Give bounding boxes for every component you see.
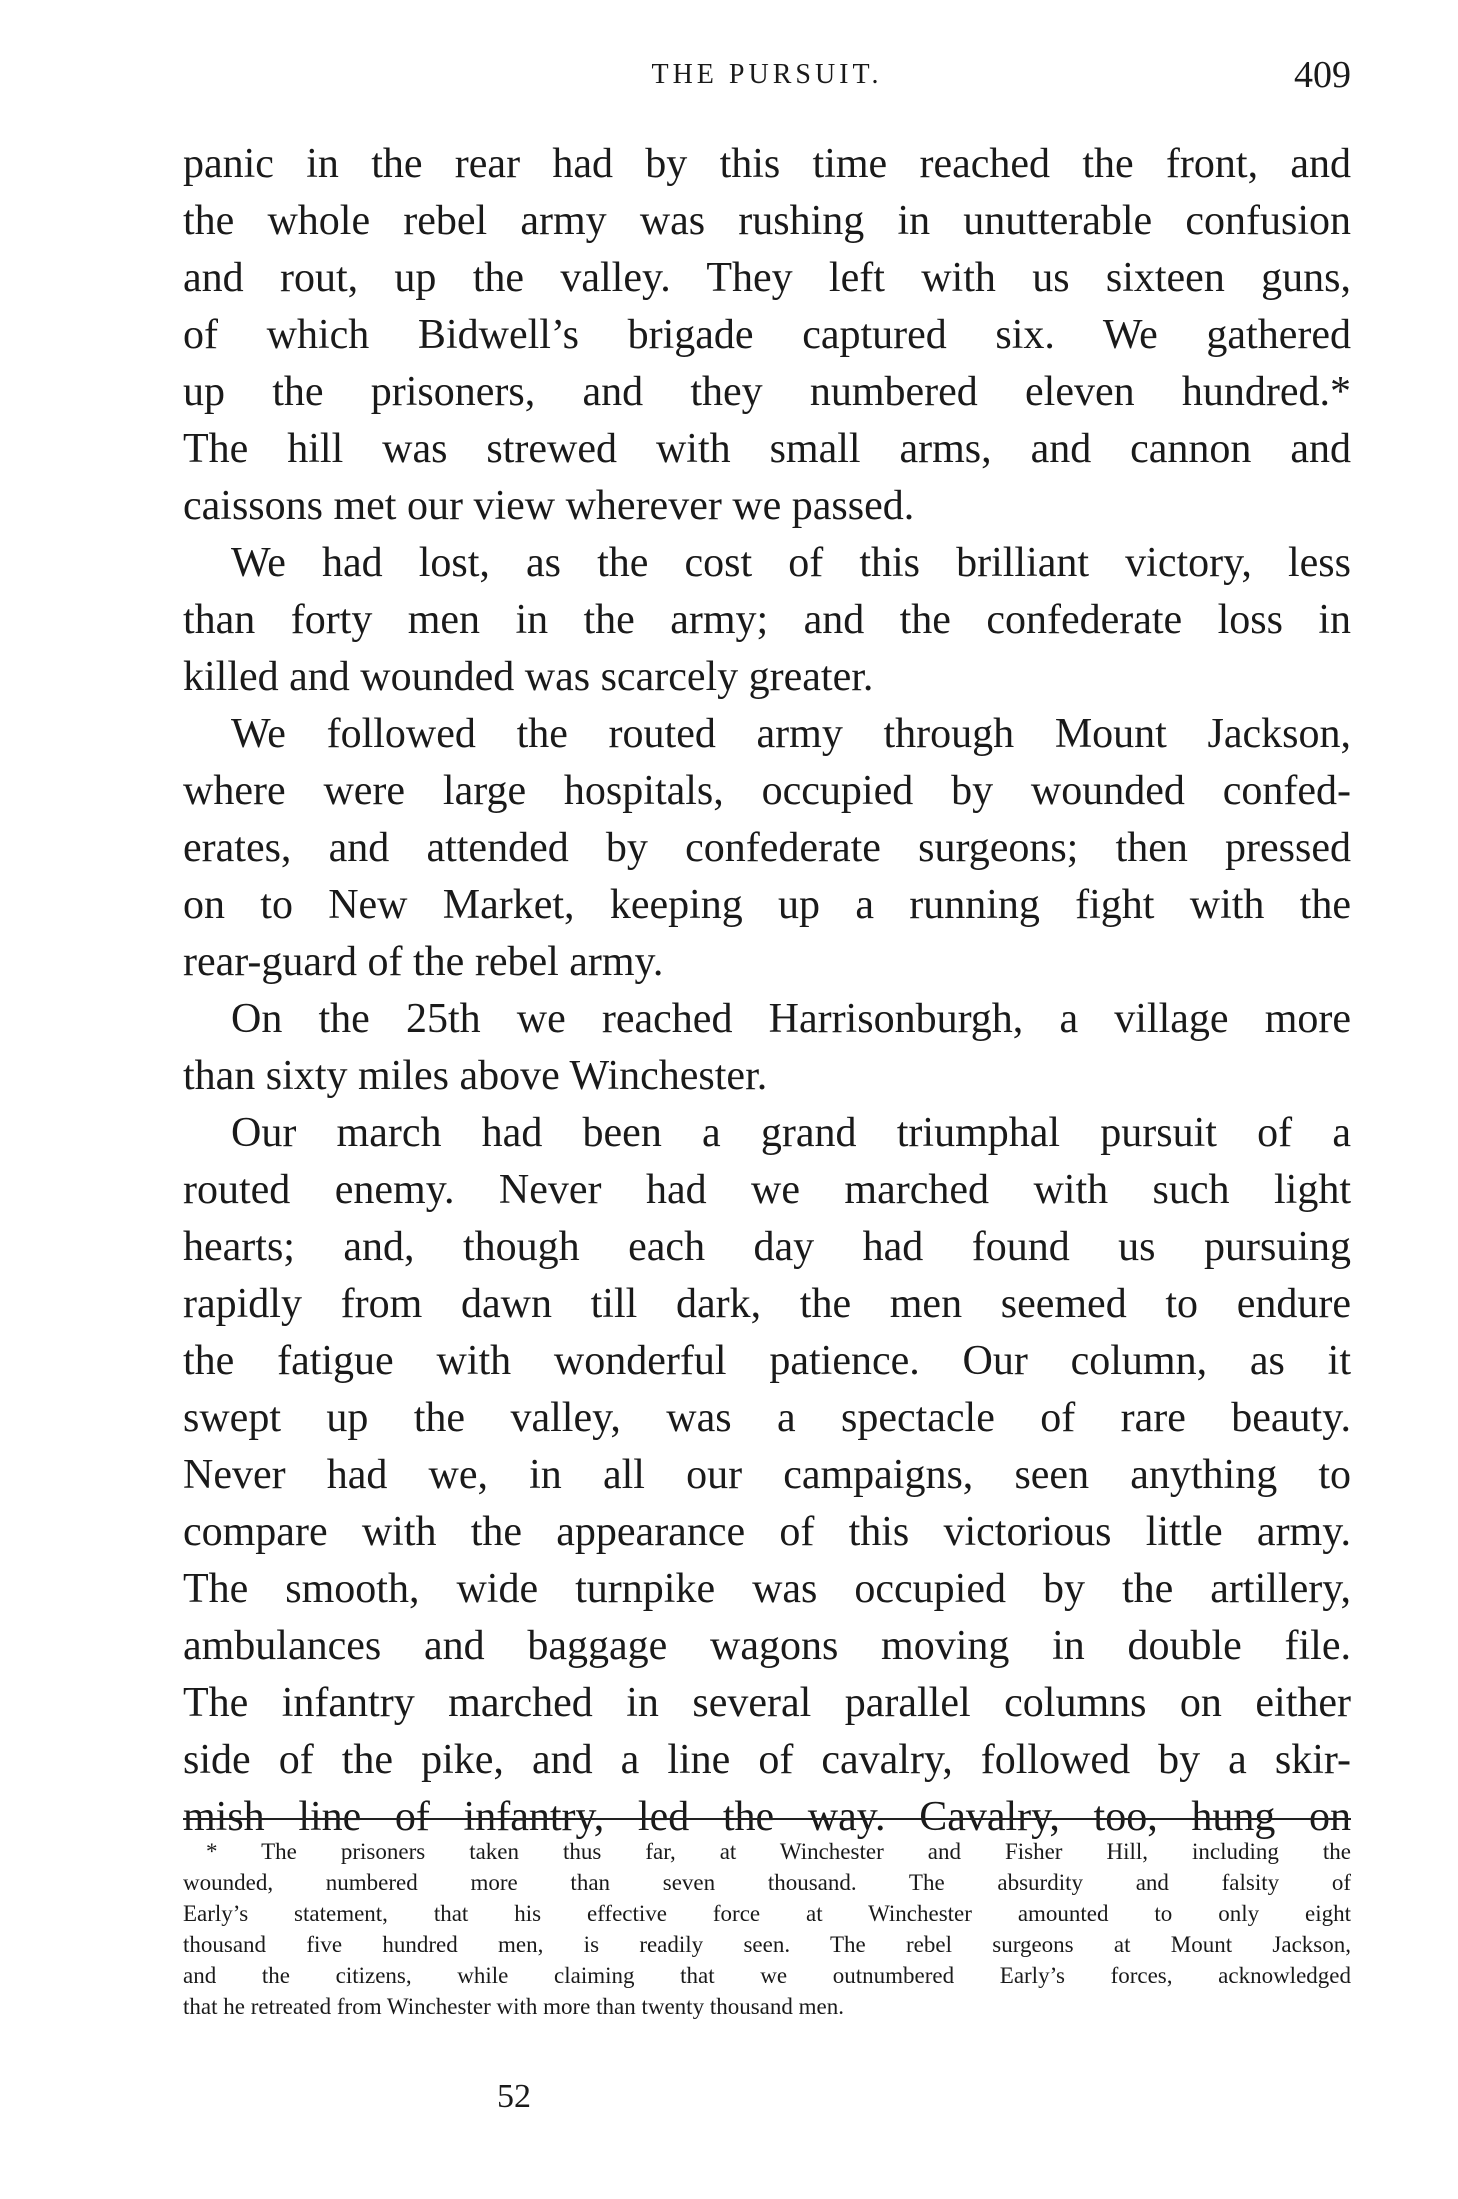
text-line: Never had we, in all our campaigns, seen anything to bbox=[183, 1452, 1351, 1498]
text-line: erates, and attended by confederate surgeons; then pressed bbox=[183, 825, 1351, 871]
text-line: than sixty miles above Winchester. bbox=[183, 1053, 768, 1099]
text-line: on to New Market, keeping up a running fight with the bbox=[183, 882, 1351, 928]
signature-mark: 52 bbox=[497, 2078, 531, 2115]
text-line: killed and wounded was scarcely greater. bbox=[183, 654, 874, 700]
footnote-divider bbox=[183, 1818, 1351, 1820]
text-line: On the 25th we reached Harrisonburgh, a village more bbox=[231, 996, 1351, 1042]
text-line: side of the pike, and a line of cavalry, followed by a skir- bbox=[183, 1737, 1351, 1783]
text-line: ambulances and baggage wagons moving in double file. bbox=[183, 1623, 1351, 1669]
text-line: We had lost, as the cost of this brilliant victory, less bbox=[231, 540, 1351, 586]
page-number: 409 bbox=[1294, 54, 1351, 96]
text-line: up the prisoners, and they numbered eleven hundred.* bbox=[183, 369, 1351, 415]
running-title: THE PURSUIT. bbox=[651, 59, 883, 90]
text-line: rear-guard of the rebel army. bbox=[183, 939, 664, 985]
text-line: of which Bidwell’s brigade captured six. We gathered bbox=[183, 312, 1351, 358]
footnote-line: * The prisoners taken thus far, at Winchester and Fisher Hill, including the bbox=[206, 1839, 1351, 1864]
text-line: mish line of infantry, led the way. Cavalry, too, hung on bbox=[183, 1794, 1351, 1840]
footnote-line: thousand five hundred men, is readily seen. The rebel surgeons at Mount Jackson, bbox=[183, 1932, 1351, 1957]
text-line: panic in the rear had by this time reached the front, and bbox=[183, 141, 1351, 187]
text-line: swept up the valley, was a spectacle of rare beauty. bbox=[183, 1395, 1351, 1441]
body-text bbox=[183, 136, 1351, 1846]
text-line: the fatigue with wonderful patience. Our column, as it bbox=[183, 1338, 1351, 1384]
text-line: caissons met our view wherever we passed. bbox=[183, 483, 915, 529]
footnote-line: that he retreated from Winchester with more than twenty thousand men. bbox=[183, 1994, 844, 2019]
text-line: rapidly from dawn till dark, the men seemed to endure bbox=[183, 1281, 1351, 1327]
text-line: Our march had been a grand triumphal pursuit of a bbox=[231, 1110, 1351, 1156]
footnote bbox=[183, 1836, 1351, 2022]
text-line: than forty men in the army; and the confederate loss in bbox=[183, 597, 1351, 643]
text-line: The smooth, wide turnpike was occupied by the artillery, bbox=[183, 1566, 1351, 1612]
text-line: We followed the routed army through Mount Jackson, bbox=[231, 711, 1351, 757]
running-header bbox=[183, 50, 1351, 100]
text-line: compare with the appearance of this victorious little army. bbox=[183, 1509, 1351, 1555]
text-line: the whole rebel army was rushing in unutterable confusion bbox=[183, 198, 1351, 244]
text-line: The hill was strewed with small arms, and cannon and bbox=[183, 426, 1351, 472]
footnote-line: Early’s statement, that his effective force at Winchester amounted to only eight bbox=[183, 1901, 1351, 1926]
text-line: and rout, up the valley. They left with us sixteen guns, bbox=[183, 255, 1351, 301]
text-line: hearts; and, though each day had found us pursuing bbox=[183, 1224, 1351, 1270]
footnote-line: wounded, numbered more than seven thousand. The absurdity and falsity of bbox=[183, 1870, 1351, 1895]
text-line: routed enemy. Never had we marched with such light bbox=[183, 1167, 1351, 1213]
text-line: where were large hospitals, occupied by wounded confed- bbox=[183, 768, 1351, 814]
text-line: The infantry marched in several parallel columns on either bbox=[183, 1680, 1351, 1726]
footnote-line: and the citizens, while claiming that we outnumbered Early’s forces, acknowledged bbox=[183, 1963, 1351, 1988]
